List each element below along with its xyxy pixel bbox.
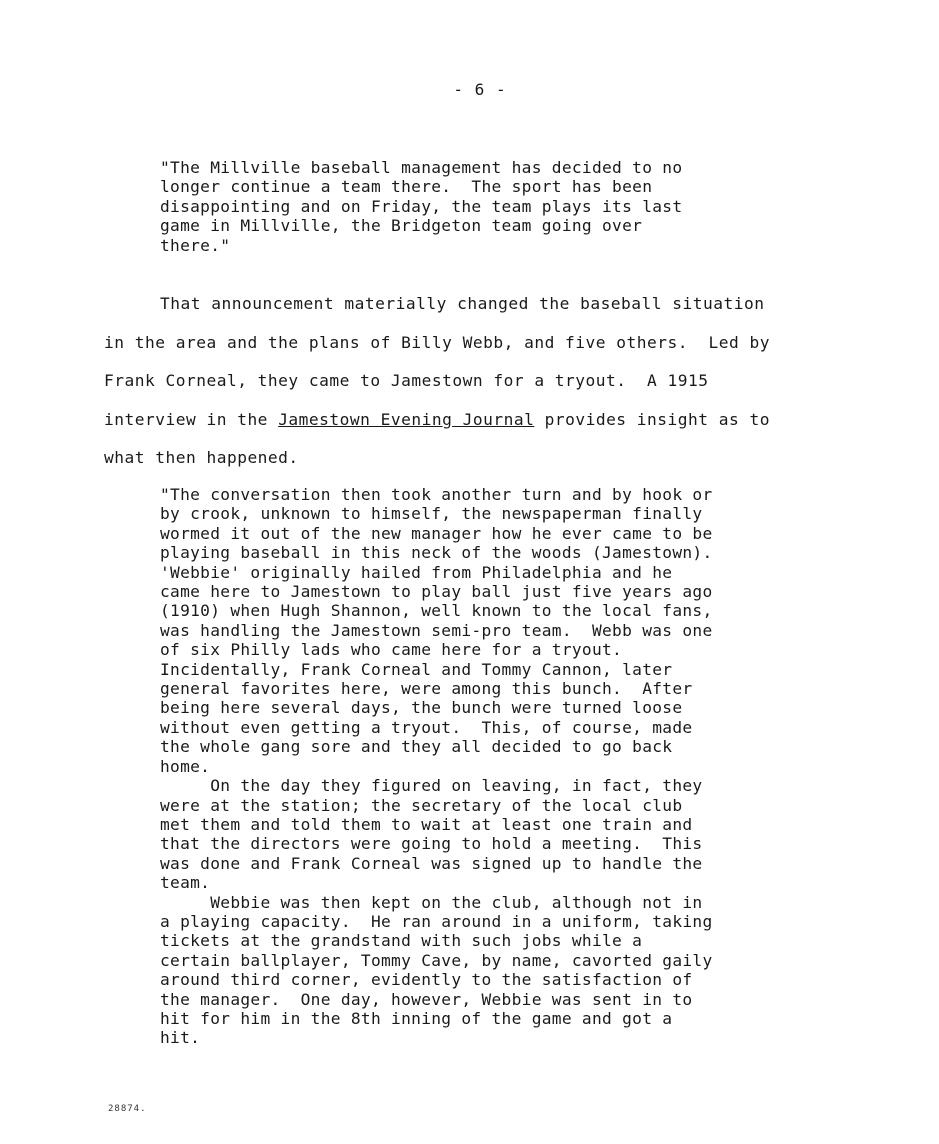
quote-line: "The conversation then took another turn and by hook or [160, 485, 713, 504]
paragraph-line: what then happened. [104, 448, 299, 468]
quote-line: game in Millville, the Bridgeton team going over [160, 216, 643, 236]
paragraph-line [104, 401, 884, 440]
quote-line: team. [160, 873, 211, 893]
quote-line: Incidentally, Frank Corneal and Tommy Cannon, later [160, 659, 673, 679]
paragraph-line: Frank Corneal, they came to Jamestown for a tryout. A 1915 [104, 371, 709, 391]
quote-line: the manager. One day, however, Webbie was sent in to [160, 989, 693, 1009]
quote-line: disappointing and on Friday, the team plays its last [160, 196, 683, 216]
quote-line: longer continue a team there. The sport has been [160, 177, 653, 197]
quote-line: by crook, unknown to himself, the newspaperman finally [160, 504, 703, 524]
paragraph-line: That announcement materially changed the baseball situation [160, 294, 765, 313]
page-number: - 6 - [453, 80, 507, 99]
quote-line: wormed it out of the new manager how he ever came to be [160, 523, 713, 543]
quote-line: without even getting a tryout. This, of course, made [160, 717, 693, 737]
quote-line: hit for him in the 8th inning of the game and got a [160, 1008, 673, 1028]
quote-line: general favorites here, were among this bunch. After [160, 679, 693, 699]
paragraph-text: provides insight as to [534, 409, 770, 429]
quote-line: tickets at the grandstand with such jobs while a [160, 931, 643, 951]
quote-line: certain ballplayer, Tommy Cave, by name, cavorted gaily [160, 950, 713, 970]
paragraph-text: interview in the [104, 409, 279, 429]
quote-line: home. [160, 756, 211, 776]
quote-line: "The Millville baseball management has decided to no [160, 158, 683, 177]
quote-line: around third corner, evidently to the satisfaction of [160, 970, 693, 990]
quote-line: that the directors were going to hold a meeting. This [160, 834, 703, 854]
quote-line: (1910) when Hugh Shannon, well known to the local fans, [160, 601, 713, 621]
quote-line: came here to Jamestown to play ball just five years ago [160, 582, 713, 602]
quote-line: Webbie was then kept on the club, although not in [160, 892, 703, 912]
paragraph-line: in the area and the plans of Billy Webb, and five others. Led by [104, 332, 770, 352]
millville-quote-block [160, 158, 840, 255]
interview-quote-block [160, 485, 840, 1048]
quote-line: was done and Frank Corneal was signed up to handle the [160, 853, 703, 873]
quote-line: there." [160, 235, 231, 255]
quote-line: 'Webbie' originally hailed from Philadelphia and he [160, 562, 673, 582]
quote-line: was handling the Jamestown semi-pro team. Webb was one [160, 620, 713, 640]
footer-code: 28874. [108, 1104, 147, 1114]
quote-line: being here several days, the bunch were turned loose [160, 698, 683, 718]
quote-line: On the day they figured on leaving, in fact, they [160, 776, 703, 796]
quote-line: playing baseball in this neck of the woods (Jamestown). [160, 543, 713, 563]
quote-line: of six Philly lads who came here for a tryout. [160, 640, 623, 660]
quote-line: a playing capacity. He ran around in a uniform, taking [160, 911, 713, 931]
newspaper-title: Jamestown Evening Journal [278, 409, 535, 429]
announcement-paragraph [104, 285, 884, 478]
quote-line: were at the station; the secretary of the local club [160, 795, 683, 815]
quote-line: met them and told them to wait at least one train and [160, 814, 693, 834]
quote-line: the whole gang sore and they all decided to go back [160, 737, 673, 757]
quote-line: hit. [160, 1028, 201, 1048]
